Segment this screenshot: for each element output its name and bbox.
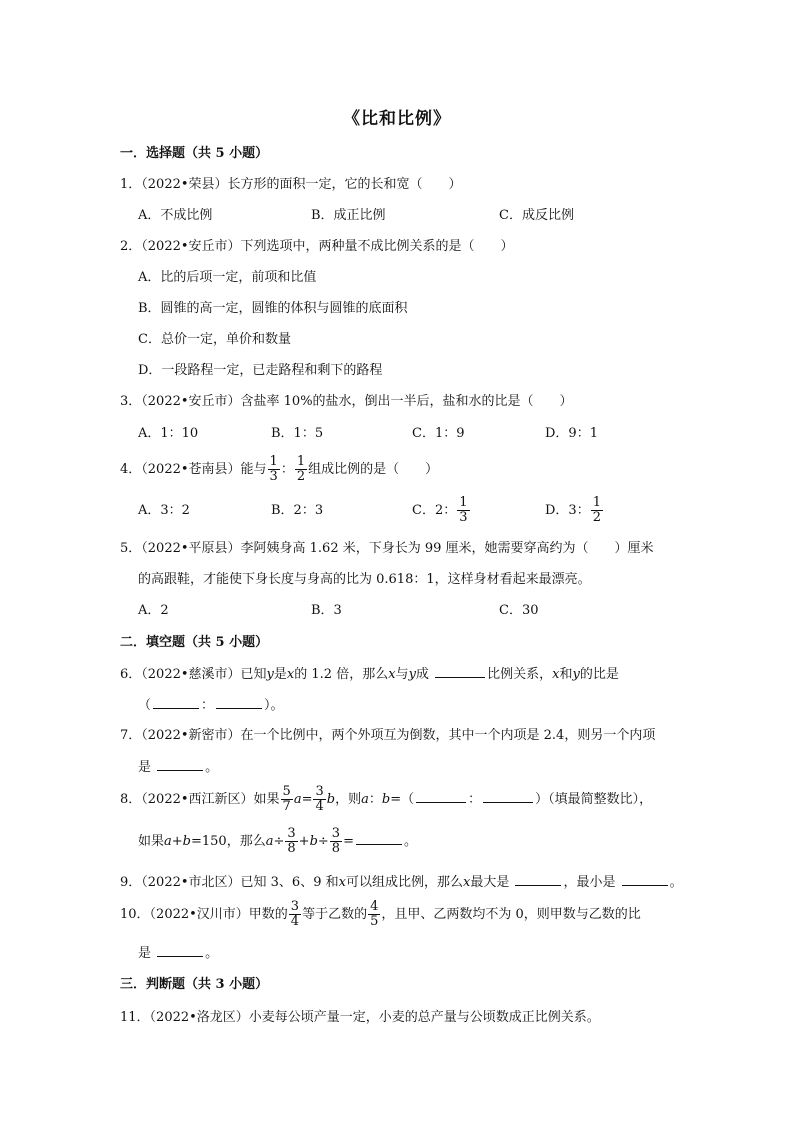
- q4-option-c-numerator: 1: [459, 495, 468, 510]
- q7-text-b: 。: [205, 760, 219, 775]
- question-11: 11．（2022•洛龙区）小麦每公顷产量一定，小麦的总产量与公顷数成正比例关系。: [120, 1010, 600, 1025]
- q4-prefix: 4．（2022•苍南县）能与: [120, 462, 267, 477]
- q10-text-c: ，且甲、乙两数均不为 0，则甲数与乙数的比: [381, 907, 641, 922]
- q4-option-c-fraction: [457, 496, 469, 525]
- question-6-line-1: [120, 663, 619, 685]
- q6-text-d: 与: [395, 667, 409, 682]
- q6-text-e: 成: [415, 667, 429, 682]
- question-8-line-1: [120, 785, 652, 815]
- q6-text-a: 6．（2022•慈溪市）已知: [120, 667, 267, 682]
- q4-colon: ：: [280, 462, 294, 477]
- q8-fraction-4-denominator: 8: [331, 841, 341, 856]
- q8-text-i: 。: [403, 834, 417, 849]
- q6-var-y: y: [266, 667, 274, 682]
- q8-fraction-2-numerator: 3: [315, 784, 324, 799]
- q1-option-b: B．成正比例: [311, 208, 386, 223]
- q8-text-b: ，则: [335, 792, 362, 807]
- q1-option-a: A．不成比例: [138, 208, 213, 223]
- q10-text-e: 。: [205, 946, 219, 961]
- q3-option-d: D．9：1: [545, 426, 598, 441]
- q8-equals-2: =: [343, 834, 354, 849]
- q10-fraction-1-numerator: 3: [290, 899, 300, 914]
- q2-option-c: C．总价一定，单价和数量: [138, 332, 291, 347]
- q10-fraction-1: [289, 900, 301, 929]
- q8-fraction-3-denominator: 8: [287, 841, 296, 856]
- q6-text-f: 比例关系，: [487, 667, 553, 682]
- q9-text-b: 可以组成比例，那么: [345, 875, 463, 890]
- q8-plus: +: [298, 834, 310, 849]
- q1-option-c: C．成反比例: [499, 208, 574, 223]
- q3-option-c: C．1：9: [412, 426, 465, 441]
- q4-fraction-1-numerator: 1: [269, 454, 278, 469]
- q10-fraction-2: [368, 900, 380, 929]
- q8-fraction-4-numerator: 3: [331, 826, 341, 841]
- q8-answer-blank-1[interactable]: [416, 788, 466, 803]
- q6-text-b: 是: [273, 667, 287, 682]
- q10-text-a: 10．（2022•汉川市）甲数的: [120, 907, 288, 922]
- question-2: 2．（2022•安丘市）下列选项中，两种量不成比例关系的是（ ）: [120, 239, 514, 254]
- q10-fraction-2-denominator: 5: [370, 914, 379, 929]
- q4-option-d-denominator: 2: [592, 510, 601, 525]
- q8-var-a: a: [293, 792, 302, 807]
- q4-option-c-denominator: 3: [459, 510, 468, 525]
- q2-option-a: A．比的后项一定，前项和比值: [138, 270, 317, 285]
- q9-answer-blank-1[interactable]: [515, 871, 561, 886]
- q8-var-a-2: a: [361, 792, 369, 807]
- q8-fraction-3-numerator: 3: [287, 826, 296, 841]
- q3-option-b: B．1：5: [271, 426, 324, 441]
- q4-option-d: [545, 494, 604, 528]
- question-10-line-1: [120, 900, 641, 930]
- q6-close-paren: ）。: [264, 698, 284, 713]
- q6-text-c: 的 1.2 倍，那么: [294, 667, 389, 682]
- q8-fraction-2-denominator: 4: [315, 799, 324, 814]
- q8-equals: =: [301, 792, 313, 807]
- q8-text-c: ：: [368, 792, 382, 807]
- q4-fraction-2: [295, 455, 307, 484]
- question-6-line-2: [138, 694, 284, 716]
- q6-open-paren: （: [138, 698, 152, 713]
- q10-fraction-2-numerator: 4: [370, 899, 379, 914]
- q6-var-x-3: x: [552, 667, 560, 682]
- q6-answer-blank-1[interactable]: [435, 663, 485, 678]
- q8-text-f: ）（填最简整数比），: [535, 792, 653, 807]
- q8-divide-1: ÷: [273, 834, 285, 849]
- q9-text-e: 。: [669, 875, 683, 890]
- q6-var-x-2: x: [388, 667, 396, 682]
- q2-option-b: B．圆锥的高一定，圆锥的体积与圆锥的底面积: [138, 301, 408, 316]
- q9-text-c: 最大是: [470, 875, 510, 890]
- q2-option-d: D．一段路程一定，已走路程和剩下的路程: [138, 363, 383, 378]
- section-heading-choice: 一．选择题（共 5 小题）: [120, 146, 269, 161]
- q8-text-g: 如果: [138, 834, 165, 849]
- q9-answer-blank-2[interactable]: [622, 871, 668, 886]
- question-7-line-2: [138, 756, 218, 778]
- question-5-line-2: 的高跟鞋，才能使下身长度与身高的比为 0.618：1，这样身材看起来最漂亮。: [138, 572, 591, 587]
- q8-fraction-1: [281, 785, 293, 814]
- q8-answer-blank-2[interactable]: [483, 788, 533, 803]
- q7-text-a: 是: [138, 760, 152, 775]
- q7-answer-blank[interactable]: [157, 756, 203, 771]
- q8-var-b: b: [326, 792, 336, 807]
- q3-option-a: A．1：10: [138, 426, 199, 441]
- q6-ratio-colon: ：: [201, 698, 215, 713]
- q6-var-x: x: [286, 667, 295, 682]
- q8-fraction-4: [330, 827, 342, 856]
- q4-suffix: 组成比例的是（ ）: [308, 462, 439, 477]
- q8-fraction-1-denominator: 7: [282, 799, 291, 814]
- q9-var-x-2: x: [462, 875, 471, 890]
- q6-answer-blank-2[interactable]: [153, 694, 199, 709]
- question-3: 3．（2022•安丘市）含盐率 10%的盐水，倒出一半后，盐和水的比是（ ）: [120, 394, 573, 409]
- q8-fraction-1-numerator: 5: [282, 784, 291, 799]
- section-heading-judgement: 三．判断题（共 3 小题）: [120, 977, 269, 992]
- q8-answer-blank-3[interactable]: [356, 830, 402, 845]
- q6-var-y-3: y: [572, 667, 580, 682]
- q6-text-h: 的比是: [579, 667, 619, 682]
- q4-option-b: B．2：3: [271, 503, 324, 518]
- q4-option-c: [412, 494, 471, 528]
- q5-option-b: B．3: [311, 603, 342, 618]
- q4-option-a: A．3：2: [138, 503, 190, 518]
- q8-var-a-3: a: [265, 834, 274, 849]
- q10-text-b: 等于乙数的: [302, 907, 368, 922]
- q4-option-d-label: D．3：: [545, 503, 590, 518]
- q4-option-c-label: C．2：: [412, 503, 457, 518]
- q4-option-d-numerator: 1: [592, 495, 601, 510]
- q10-text-d: 是: [138, 946, 152, 961]
- question-4: [120, 455, 438, 485]
- q8-text-h: =150，那么: [190, 834, 266, 849]
- q8-sum-expression: a+b: [164, 834, 191, 849]
- q10-answer-blank[interactable]: [157, 942, 203, 957]
- q8-text-d: =（: [390, 792, 415, 807]
- q4-fraction-1: [268, 455, 280, 484]
- q6-answer-blank-3[interactable]: [216, 694, 262, 709]
- q8-var-b-3: b: [309, 834, 318, 849]
- q9-text-d: ，最小是: [563, 875, 616, 890]
- question-1: 1．（2022•荣县）长方形的面积一定，它的长和宽（ ）: [120, 177, 462, 192]
- question-10-line-2: [138, 942, 218, 964]
- question-5-line-1: 5．（2022•平原县）李阿姨身高 1.62 米，下身长为 99 厘米，她需要穿高约为（ ）厘米: [120, 541, 654, 556]
- q8-fraction-3: [285, 827, 297, 856]
- question-8-line-2: [138, 826, 417, 858]
- question-7-line-1: 7．（2022•新密市）在一个比例中，两个外项互为倒数，其中一个内项是 2.4，则另一个内项: [120, 728, 656, 743]
- page-title: 《比和比例》: [343, 109, 451, 129]
- q5-option-a: A．2: [138, 603, 169, 618]
- question-9: [120, 871, 683, 893]
- q8-divide-2: ÷: [317, 834, 329, 849]
- q9-var-x: x: [338, 875, 346, 890]
- q4-fraction-2-numerator: 1: [296, 454, 306, 469]
- q8-text-a: 8．（2022•西江新区）如果: [120, 792, 280, 807]
- section-heading-fill: 二．填空题（共 5 小题）: [120, 635, 269, 650]
- q10-fraction-1-denominator: 4: [290, 914, 300, 929]
- q6-var-y-2: y: [408, 667, 416, 682]
- q8-text-e: ：: [468, 792, 482, 807]
- q4-option-d-fraction: [591, 496, 603, 525]
- q4-fraction-1-denominator: 3: [269, 469, 278, 484]
- q8-var-b-2: b: [381, 792, 391, 807]
- q6-text-g: 和: [559, 667, 573, 682]
- q8-fraction-2: [313, 785, 325, 814]
- q4-fraction-2-denominator: 2: [296, 469, 306, 484]
- q9-text-a: 9．（2022•市北区）已知 3、6、9 和: [120, 875, 339, 890]
- q5-option-c: C．30: [499, 603, 539, 618]
